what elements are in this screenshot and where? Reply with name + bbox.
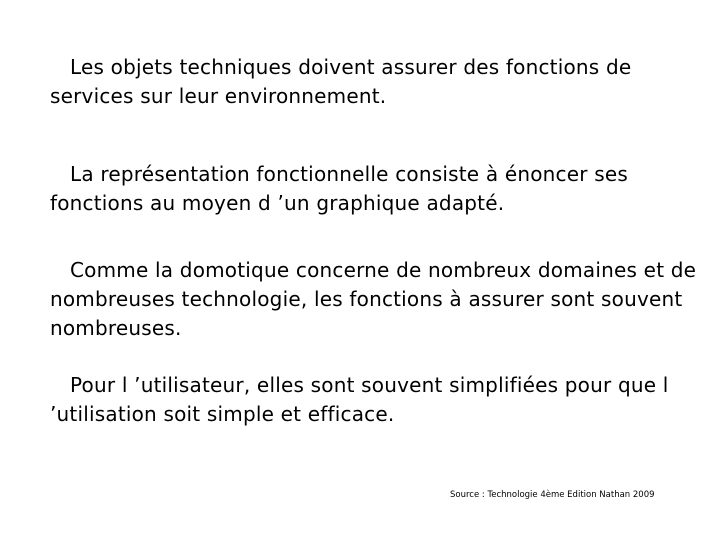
paragraph-representation: La représentation fonctionnelle consiste à énoncer ses fonctions au moyen d ’un graphique adapté. (50, 162, 628, 215)
paragraph-domotique: Comme la domotique concerne de nombreux domaines et de nombreuses technologie, les fonctions à assurer sont souvent nombreuses. (50, 258, 697, 340)
source-citation: Source : Technologie 4ème Edition Nathan 2009 (450, 490, 655, 500)
paragraph-services: Les objets techniques doivent assurer des fonctions de services sur leur environnement. (50, 55, 632, 108)
paragraph-utilisateur: Pour l ’utilisateur, elles sont souvent simplifiées pour que l ’utilisation soit simple et efficace. (50, 373, 669, 426)
